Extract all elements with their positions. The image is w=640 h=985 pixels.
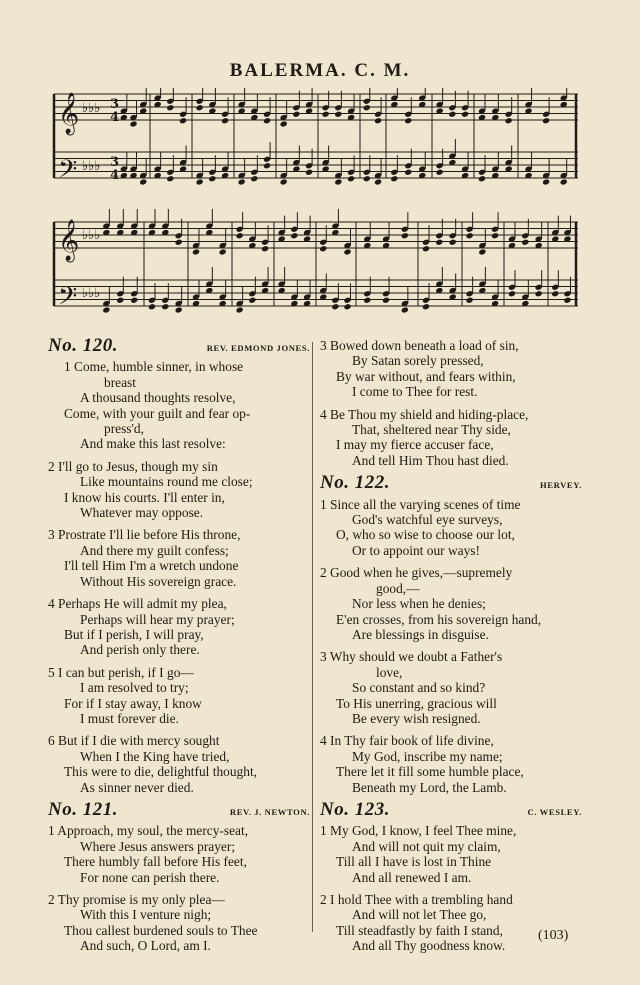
- verse-line: And there my guilt confess;: [80, 542, 229, 558]
- note-head: [404, 117, 412, 124]
- note-head: [448, 111, 456, 118]
- verse-line: And will not quit my claim,: [352, 838, 501, 854]
- note-head: [116, 297, 124, 304]
- verse: [320, 823, 582, 885]
- verse-line: 3 Prostrate I'll lie before His throne,: [48, 527, 241, 543]
- verse-line: God's watchful eye surveys,: [352, 512, 503, 528]
- note-head: [535, 290, 543, 297]
- verse-line: Or to appoint our ways!: [352, 542, 480, 558]
- note-head: [542, 178, 550, 185]
- verse: [320, 407, 582, 469]
- hymn-header: [48, 798, 310, 820]
- clefs: [58, 92, 119, 317]
- verse: [48, 733, 310, 795]
- verse-line: 5 I can but perish, if I go—: [48, 664, 194, 680]
- verse-line: And make this last resolve:: [80, 436, 226, 452]
- verse-line: press'd,: [104, 421, 144, 437]
- note-head: [331, 303, 339, 310]
- verse-line: E'en crosses, from his sovereign hand,: [336, 611, 542, 627]
- verse: [320, 892, 582, 954]
- note-head: [478, 175, 486, 182]
- note-head: [422, 245, 430, 252]
- verse-line: Are blessings in disguise.: [352, 626, 489, 642]
- verse-line: Like mountains round me close;: [80, 474, 253, 490]
- note-head: [508, 290, 516, 297]
- bass-clef-icon: 𝄢: [58, 155, 78, 190]
- verse-line: 2 I'll go to Jesus, though my sin: [48, 458, 218, 474]
- verse-line: Where Jesus answers prayer;: [80, 838, 236, 854]
- verse-line: 4 In Thy fair book of life divine,: [320, 733, 494, 749]
- note-head: [404, 169, 412, 176]
- verse-line: And tell Him Thou hast died.: [352, 452, 509, 468]
- verse-line: 1 Approach, my soul, the mercy-seat,: [48, 823, 249, 839]
- note-head: [521, 239, 529, 246]
- note-head: [560, 178, 568, 185]
- note-head: [382, 297, 390, 304]
- verse-line: That, sheltered near Thy side,: [352, 422, 511, 438]
- verse-line: By Satan sorely pressed,: [352, 353, 484, 369]
- note-head: [129, 120, 137, 127]
- hymn: [320, 338, 582, 468]
- verse-line: And such, O Lord, am I.: [80, 938, 211, 954]
- note-head: [347, 175, 355, 182]
- bass-clef-icon: 𝄢: [58, 282, 78, 317]
- music-score: [48, 88, 584, 320]
- note-head: [208, 175, 216, 182]
- time-signature-icon: 4: [110, 110, 120, 125]
- note-head: [334, 111, 342, 118]
- note-head: [305, 169, 313, 176]
- treble-clef-icon: 𝄞: [58, 220, 80, 261]
- note-head: [449, 239, 457, 246]
- note-head: [551, 290, 559, 297]
- verse-line: When I the King have tried,: [80, 748, 230, 764]
- note-head: [334, 178, 342, 185]
- note-head: [290, 232, 298, 239]
- verse-line: And all Thy goodness know.: [352, 938, 506, 954]
- verse-line: Come, with your guilt and fear op-: [64, 405, 251, 421]
- verse-line: My God, inscribe my name;: [352, 748, 503, 764]
- note-head: [343, 248, 351, 255]
- key-signature-icon: ♭♭♭: [82, 286, 101, 301]
- verse-line: I'll tell Him I'm a wretch undone: [64, 558, 239, 574]
- verse-line: Be every wish resigned.: [352, 710, 481, 726]
- note-head: [343, 303, 351, 310]
- note-head: [166, 104, 174, 111]
- verse-line: good,—: [376, 580, 420, 596]
- verse-line: Thou callest burdened souls to Thee: [64, 922, 258, 938]
- note-head: [236, 306, 244, 313]
- note-head: [363, 297, 371, 304]
- note-head: [263, 117, 271, 124]
- verse-line: With this I venture nigh;: [80, 907, 212, 923]
- verse: [48, 823, 310, 885]
- hymn-author: C. WESLEY.: [527, 806, 582, 817]
- note-head: [280, 178, 288, 185]
- note-head: [179, 117, 187, 124]
- note-head: [263, 162, 271, 169]
- verse-line: Without His sovereign grace.: [80, 573, 237, 589]
- verse-line: And all renewed I am.: [352, 869, 472, 885]
- verse-line: 4 Be Thou my shield and hiding-place,: [320, 406, 529, 422]
- hymn-header: [48, 335, 310, 356]
- note-head: [322, 111, 330, 118]
- time-signature-icon: 3: [110, 97, 120, 112]
- note-head: [390, 175, 398, 182]
- note-head: [505, 117, 513, 124]
- verse-line: I must forever die.: [80, 710, 179, 726]
- hymn: [48, 798, 310, 954]
- verse-line: For none can perish there.: [80, 869, 220, 885]
- verse: [320, 338, 582, 400]
- note-head: [542, 117, 550, 124]
- verse: [48, 527, 310, 589]
- verse-line: I come to Thee for rest.: [352, 384, 478, 400]
- verse-line: But if I perish, I will pray,: [64, 626, 204, 642]
- note-head: [219, 248, 227, 255]
- verse-line: 1 Since all the varying scenes of time: [320, 496, 521, 512]
- hymn-author: REV. J. NEWTON.: [229, 806, 310, 817]
- verse-line: And will not let Thee go,: [352, 907, 487, 923]
- column-divider: [312, 342, 313, 932]
- note-head: [161, 303, 169, 310]
- time-signature-icon: 4: [110, 168, 120, 183]
- note-head: [192, 248, 200, 255]
- note-head: [139, 178, 147, 185]
- verse: [320, 565, 582, 642]
- verse: [48, 359, 310, 451]
- note-head: [196, 104, 204, 111]
- verse-line: Whatever may oppose.: [80, 505, 204, 521]
- verse-line: 1 My God, I know, I feel Thee mine,: [320, 823, 517, 839]
- key-signature-icon: ♭♭♭: [82, 228, 101, 243]
- right-column: [320, 338, 582, 961]
- note-head: [248, 297, 256, 304]
- verse-line: As sinner never died.: [80, 779, 194, 795]
- verse: [320, 497, 582, 559]
- note-head: [236, 232, 244, 239]
- treble-clef-icon: 𝄞: [58, 93, 80, 134]
- verse-line: O, who so wise to choose our lot,: [336, 527, 515, 543]
- verse: [48, 459, 310, 521]
- note-head: [261, 245, 269, 252]
- verse-line: Till all I have is lost in Thine: [336, 854, 492, 870]
- key-signature-icon: ♭♭♭: [82, 101, 101, 116]
- tune-title: BALERMA. C. M.: [229, 60, 411, 81]
- verse-line: 2 Good when he gives,—supremely: [320, 565, 513, 581]
- verse-line: 3 Bowed down beneath a load of sin,: [320, 338, 519, 353]
- hymn-header: [320, 472, 582, 494]
- verse-line: So constant and so kind?: [352, 680, 486, 696]
- note-head: [466, 297, 474, 304]
- note-head: [363, 175, 371, 182]
- hymn-number: No. 121.: [48, 798, 118, 820]
- hymn-header: [320, 798, 582, 820]
- note-head: [374, 117, 382, 124]
- verse-line: 2 I hold Thee with a trembling hand: [320, 892, 513, 907]
- hymn-number: No. 122.: [320, 472, 390, 494]
- note-head: [478, 248, 486, 255]
- note-head: [374, 178, 382, 185]
- verse-line: 2 Thy promise is my only plea—: [48, 892, 225, 907]
- verse: [48, 596, 310, 658]
- note-head: [130, 297, 138, 304]
- verse-line: A thousand thoughts resolve,: [80, 390, 236, 406]
- note-head: [435, 239, 443, 246]
- verse-line: breast: [104, 374, 136, 390]
- note-head: [166, 175, 174, 182]
- note-head: [491, 232, 499, 239]
- verse: [320, 733, 582, 795]
- note-head: [175, 306, 183, 313]
- note-head: [148, 303, 156, 310]
- note-head: [292, 111, 300, 118]
- verse-line: This were to die, delightful thought,: [64, 764, 258, 780]
- page-number: (103): [538, 928, 569, 943]
- verse-line: For if I stay away, I know: [64, 695, 202, 711]
- verse: [48, 892, 310, 954]
- verse-line: Till steadfastly by faith I stand,: [336, 922, 503, 938]
- hymn-author: HERVEY.: [539, 480, 582, 491]
- note-head: [563, 297, 571, 304]
- verse-line: 1 Come, humble sinner, in whose: [64, 359, 244, 375]
- note-head: [401, 306, 409, 313]
- verse-line: There humbly fall before His feet,: [64, 854, 247, 870]
- verse-line: And perish only there.: [80, 642, 200, 658]
- key-signature-icon: ♭♭♭: [82, 159, 101, 174]
- note-head: [461, 111, 469, 118]
- verse-line: 3 Why should we doubt a Father's: [320, 649, 503, 665]
- note-head: [102, 306, 110, 313]
- verse-line: I know his courts. I'll enter in,: [64, 489, 225, 505]
- hymn: [48, 335, 310, 795]
- note-head: [436, 169, 444, 176]
- note-head: [196, 178, 204, 185]
- verse-line: love,: [376, 664, 403, 680]
- verse-line: Perhaps will hear my prayer;: [80, 611, 235, 627]
- verse-line: There let it fill some humble place,: [336, 764, 524, 780]
- note-head: [280, 120, 288, 127]
- verse-line: To His unerring, gracious will: [336, 695, 497, 711]
- verse-line: 6 But if I die with mercy sought: [48, 733, 220, 749]
- note-head: [175, 239, 183, 246]
- hymn: [320, 472, 582, 795]
- note-head: [422, 303, 430, 310]
- note-head: [466, 232, 474, 239]
- verse-line: Nor less when he denies;: [352, 596, 486, 612]
- hymn-author: REV. EDMOND JONES.: [206, 343, 310, 353]
- left-column: [48, 335, 310, 961]
- verse-line: By war without, and fears within,: [336, 368, 516, 384]
- note-head: [363, 104, 371, 111]
- note-head: [238, 178, 246, 185]
- note-head: [250, 175, 258, 182]
- verse: [320, 649, 582, 726]
- verse-line: I am resolved to try;: [80, 680, 189, 696]
- hymn-number: No. 123.: [320, 798, 390, 820]
- note-head: [401, 232, 409, 239]
- verse-line: I may my fierce accuser face,: [336, 437, 494, 453]
- verse-line: Beneath my Lord, the Lamb.: [352, 779, 507, 795]
- note-head: [221, 117, 229, 124]
- verse-line: 4 Perhaps He will admit my plea,: [48, 596, 227, 612]
- hymn-number: No. 120.: [48, 335, 118, 356]
- time-signature-icon: 3: [110, 155, 120, 170]
- verse: [48, 665, 310, 727]
- note-head: [319, 245, 327, 252]
